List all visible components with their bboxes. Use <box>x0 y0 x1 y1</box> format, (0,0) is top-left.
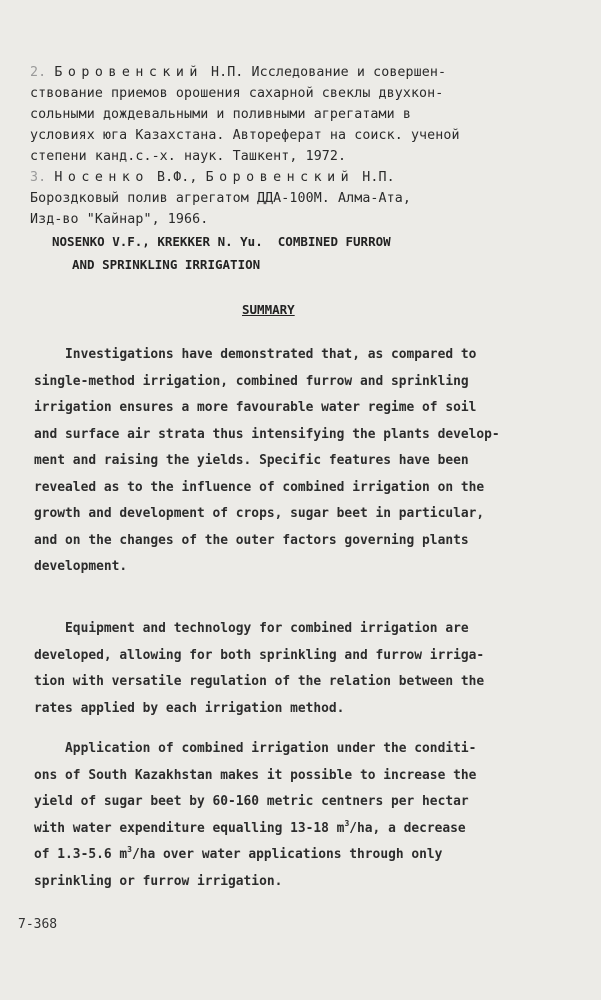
paragraph-line: rates applied by each irrigation method. <box>34 700 345 716</box>
paragraph-text: /ha over water applications through only <box>131 847 443 862</box>
paragraph-line: single-method irrigation, combined furrow and sprinkling <box>34 373 469 389</box>
summary-paragraph-3 <box>34 736 594 895</box>
paragraph-line: and on the changes of the outer factors governing plants <box>34 532 469 548</box>
paragraph-line: Application of combined irrigation under the conditi- <box>34 741 477 756</box>
reference-3-line-3: Изд-во "Кайнар", 1966. <box>30 212 209 227</box>
page-signature: 7-368 <box>18 917 58 932</box>
reference-2-line-4: условиях юга Казахстана. Автореферат на соиск. ученой <box>30 128 460 143</box>
superscript: 3 <box>127 845 132 854</box>
reference-2 <box>30 62 585 167</box>
reference-author-2: Боровенский <box>205 170 355 185</box>
paragraph-line: tion with versatile regulation of the relation between the <box>34 674 485 689</box>
paragraph-line: growth and development of crops, sugar beet in particular, <box>34 506 485 521</box>
paragraph-text: of 1.3-5.6 m <box>34 847 128 862</box>
paragraph-text: with water expenditure equalling 13-18 m <box>34 820 345 836</box>
reference-text: Н.П. Исследование и совершен- <box>202 65 447 80</box>
summary-paragraph-1 <box>34 342 594 581</box>
paragraph-line: ons of South Kazakhstan makes it possible to increase the <box>34 767 477 783</box>
reference-author: Носенко <box>54 170 149 185</box>
article-heading-line-2: AND SPRINKLING IRRIGATION <box>72 257 261 272</box>
paragraph-line <box>34 816 594 843</box>
reference-3 <box>30 167 585 230</box>
paragraph-line: revealed as to the influence of combined irrigation on the <box>34 479 485 495</box>
paragraph-line: irrigation ensures a more favourable water regime of soil <box>34 400 477 415</box>
reference-number: 3. <box>30 170 47 185</box>
paragraph-line: developed, allowing for both sprinkling and furrow irriga- <box>34 647 485 663</box>
paragraph-line: sprinkling or furrow irrigation. <box>34 873 283 889</box>
superscript: 3 <box>344 818 350 828</box>
reference-2-line-5: степени канд.с.-х. наук. Ташкент, 1972. <box>30 149 347 164</box>
reference-author: Боровенский <box>54 65 203 80</box>
reference-initials-2: Н.П. <box>354 170 395 185</box>
summary-paragraph-2 <box>34 616 594 722</box>
paragraph-line: Investigations have demonstrated that, as compared to <box>34 347 477 362</box>
reference-3-line-2: Бороздковый полив агрегатом ДДА-100М. Алма-Ата, <box>30 191 411 206</box>
reference-initials: В.Ф., <box>148 170 206 185</box>
paragraph-line: and surface air strata thus intensifying the plants develop- <box>34 426 500 442</box>
paragraph-line <box>34 842 594 869</box>
reference-3-line-1 <box>30 167 585 188</box>
summary-title: SUMMARY <box>242 302 295 317</box>
reference-number: 2. <box>30 65 47 80</box>
paragraph-text: /ha, a decrease <box>349 820 466 836</box>
reference-2-line-2: ствование приемов орошения сахарной свеклы двухкон- <box>30 86 444 101</box>
reference-2-line-3: сольными дождевальными и поливными агрегатами в <box>30 107 411 122</box>
paragraph-line: yield of sugar beet by 60-160 metric centners per hectar <box>34 794 469 809</box>
paragraph-line: ment and raising the yields. Specific features have been <box>34 453 469 468</box>
article-heading-line-1: NOSENKO V.F., KREKKER N. Yu. COMBINED FURROW <box>52 234 391 249</box>
paragraph-line: development. <box>34 559 128 574</box>
paragraph-line: Equipment and technology for combined irrigation are <box>34 621 469 636</box>
reference-2-line-1 <box>30 62 585 83</box>
